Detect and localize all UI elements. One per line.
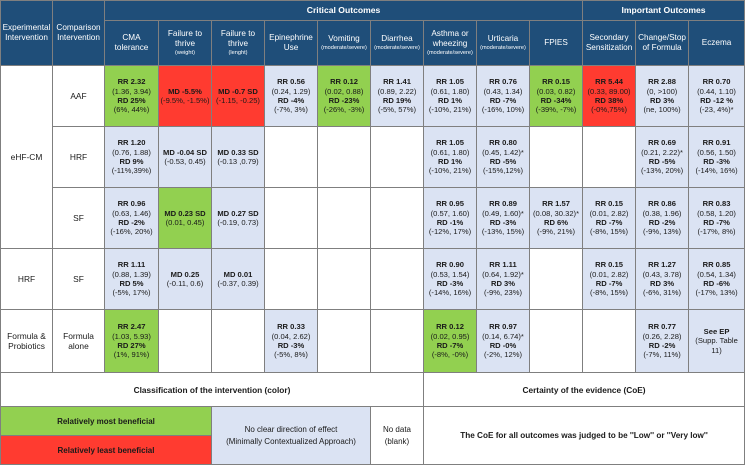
legend-least-beneficial: Relatively least beneficial: [1, 436, 212, 465]
confidence-interval: (1.03, 5.93): [112, 331, 151, 341]
outcome-header: [371, 21, 424, 66]
risk-difference: RD -12 %: [700, 96, 733, 105]
effect-estimate: RR 1.05: [436, 77, 464, 87]
confidence-interval: (0.57, 1.60): [430, 208, 470, 218]
effect-estimate: MD -5.5%: [168, 86, 202, 96]
legend-row: [1, 407, 745, 436]
effect-estimate: MD 0.33 SD: [217, 147, 259, 157]
outcome-name: Diarrhea: [381, 34, 413, 44]
effect-cell: [212, 188, 265, 249]
confidence-interval: (0.88, 1.39): [112, 269, 151, 279]
outcome-name: Asthma or wheezing: [431, 29, 469, 49]
effect-estimate: RR 0.89: [489, 199, 517, 209]
risk-difference: RD 27%: [117, 341, 146, 350]
risk-difference: RD 1%: [437, 96, 463, 105]
risk-difference-interval: (-5%, 17%): [112, 288, 151, 298]
risk-difference-interval: (-10%, 21%): [428, 166, 472, 176]
experimental-intervention-header: Experimental Intervention: [1, 1, 53, 66]
risk-difference-interval: (-6%, 31%): [643, 288, 682, 298]
effect-estimate: RR 0.70: [702, 77, 731, 87]
effect-cell: [371, 127, 424, 188]
effect-estimate: RR 0.85: [702, 260, 731, 270]
risk-difference-interval: (-2%, 12%): [484, 350, 522, 360]
risk-difference: RD -2%: [118, 218, 145, 227]
comparison-intervention-label: HRF: [53, 127, 105, 188]
effect-estimate: RR 1.41: [383, 77, 411, 87]
effect-estimate: RR 1.05: [436, 138, 464, 148]
effect-cell: [105, 249, 159, 310]
confidence-interval: (0.24, 1.29): [271, 86, 311, 96]
confidence-interval: (0.01, 0.45): [165, 218, 205, 227]
effect-cell: [689, 249, 745, 310]
confidence-interval: (0.49, 1.60)*: [482, 208, 524, 218]
effect-cell: [265, 127, 318, 188]
effect-cell: [371, 66, 424, 127]
outcome-note: (moderate/severe): [427, 49, 473, 56]
risk-difference-interval: (-17%, 8%): [697, 227, 736, 237]
effect-cell: [159, 310, 212, 373]
risk-difference-interval: (-10%, 21%): [428, 105, 472, 115]
effect-cell: [424, 127, 477, 188]
risk-difference-interval: (-26%, -3%): [323, 105, 365, 115]
comparison-intervention-label: SF: [53, 188, 105, 249]
risk-difference-interval: (-14%, 16%): [428, 288, 472, 298]
experimental-intervention-label: HRF: [1, 249, 53, 310]
effect-estimate: RR 0.76: [489, 77, 517, 87]
experimental-intervention-label: Formula & Probiotics: [1, 310, 53, 373]
legend-title-row: [1, 373, 745, 407]
risk-difference-interval: (ne, 100%): [643, 105, 681, 115]
important-outcomes-header: Important Outcomes: [583, 1, 745, 21]
effect-cell: [159, 188, 212, 249]
risk-difference: RD -5%: [648, 157, 676, 166]
confidence-interval: (1.36, 3.94): [112, 86, 151, 96]
risk-difference: RD -7%: [595, 279, 623, 288]
classification-title: Classification of the intervention (color): [1, 373, 424, 407]
confidence-interval: (0.56, 1.50): [697, 147, 736, 157]
risk-difference: RD 38%: [594, 96, 624, 105]
effect-cell: [265, 310, 318, 373]
effect-estimate: RR 0.96: [117, 199, 146, 209]
confidence-interval: (0.01, 2.82): [589, 269, 629, 279]
confidence-interval: (0.38, 1.96): [642, 208, 682, 218]
effect-estimate: RR 0.15: [595, 199, 623, 209]
effect-cell: [265, 66, 318, 127]
effect-cell: [636, 66, 689, 127]
critical-outcomes-header: Critical Outcomes: [105, 1, 583, 21]
outcome-header: [159, 21, 212, 66]
risk-difference-interval: (-9%, 21%): [537, 227, 576, 237]
risk-difference: RD 1%: [437, 157, 463, 166]
effect-cell: [105, 188, 159, 249]
risk-difference: RD 25%: [117, 96, 146, 105]
confidence-interval: (0.44, 1.10): [697, 86, 736, 96]
risk-difference: RD -3%: [489, 218, 517, 227]
certainty-title: Certainty of the evidence (CoE): [424, 373, 745, 407]
effect-cell: [105, 66, 159, 127]
effect-cell: [477, 66, 530, 127]
outcome-name: Change/Stop of Formula: [638, 33, 686, 52]
effect-estimate: RR 5.44: [595, 77, 623, 87]
effect-cell: [212, 127, 265, 188]
effect-cell: [212, 66, 265, 127]
risk-difference: RD -0%: [489, 341, 517, 350]
effect-cell: [530, 310, 583, 373]
risk-difference: RD 3%: [650, 96, 675, 105]
confidence-interval: (0.04, 2.62): [271, 331, 311, 341]
effect-cell: [583, 127, 636, 188]
confidence-interval: (-0.11, 0.6): [166, 279, 204, 288]
effect-cell: [477, 249, 530, 310]
effect-cell: [159, 127, 212, 188]
confidence-interval: (0, >100): [646, 86, 678, 96]
risk-difference-interval: (-15%,12%): [482, 166, 524, 176]
outcome-name: Secondary Sensitization: [585, 33, 633, 52]
effect-estimate: RR 0.12: [330, 77, 358, 87]
risk-difference-interval: (-23, 4%)*: [699, 105, 734, 115]
risk-difference: RD -34%: [540, 96, 572, 105]
effect-cell: [424, 188, 477, 249]
legend-no-clear-direction-label: No clear direction of effect: [244, 425, 338, 435]
outcome-header: [318, 21, 371, 66]
effect-estimate: RR 2.88: [648, 77, 676, 87]
outcome-header: [636, 21, 689, 66]
comparison-intervention-label: Formula alone: [53, 310, 105, 373]
outcome-name: Epinephrine Use: [269, 33, 313, 52]
risk-difference: RD 19%: [382, 96, 412, 105]
confidence-interval: (0.89, 2.22): [377, 86, 417, 96]
effect-estimate: MD 0.27 SD: [217, 208, 259, 218]
outcome-header: [583, 21, 636, 66]
effect-cell: [159, 66, 212, 127]
effect-cell: [689, 188, 745, 249]
effect-estimate: MD -0.04 SD: [163, 147, 207, 157]
effect-estimate: RR 0.95: [436, 199, 464, 209]
effect-estimate: RR 0.86: [648, 199, 676, 209]
effect-cell: [318, 66, 371, 127]
risk-difference: RD 9%: [119, 157, 144, 166]
effect-cell: [477, 188, 530, 249]
risk-difference-interval: (-9%, 23%): [484, 288, 522, 298]
confidence-interval: (0.76, 1.88): [112, 147, 151, 157]
risk-difference-interval: (-16%, 10%): [481, 105, 525, 115]
risk-difference-interval: (-0%,75%): [591, 105, 627, 115]
risk-difference: RD 5%: [119, 279, 144, 288]
effect-estimate: RR 0.56: [277, 77, 305, 87]
effect-cell: [371, 249, 424, 310]
risk-difference: RD 3%: [490, 279, 516, 288]
confidence-interval: (-0.53, 0.45): [164, 157, 206, 166]
risk-difference: RD -3%: [703, 157, 730, 166]
outcome-header: [689, 21, 745, 66]
effect-cell: [105, 310, 159, 373]
risk-difference-interval: (-7%, 3%): [274, 105, 308, 115]
outcome-header: [530, 21, 583, 66]
effect-estimate: RR 1.20: [117, 138, 146, 148]
risk-difference: RD -4%: [277, 96, 305, 105]
risk-difference-interval: (-12%, 17%): [428, 227, 472, 237]
table-row: [1, 249, 745, 310]
confidence-interval: (0.53, 1.54): [430, 269, 470, 279]
effect-cell: [530, 188, 583, 249]
confidence-interval: (0.45, 1.42)*: [482, 147, 524, 157]
outcome-name: Failure to thrive: [167, 29, 203, 49]
effect-cell: [636, 249, 689, 310]
confidence-interval: (0.33, 89.00): [587, 86, 631, 96]
effect-estimate: MD -0.7 SD: [218, 86, 258, 96]
legend-most-beneficial: Relatively most beneficial: [1, 407, 212, 436]
effect-estimate: RR 0.12: [436, 322, 464, 332]
risk-difference-interval: (-14%, 16%): [695, 166, 738, 176]
effect-estimate: MD 0.25: [170, 269, 200, 279]
effect-cell: [477, 310, 530, 373]
legend-no-data-label: No data: [382, 425, 412, 435]
risk-difference-interval: (-7%, 11%): [643, 350, 681, 360]
confidence-interval: (-9.5%, -1.5%): [160, 96, 210, 105]
effect-cell: [318, 249, 371, 310]
risk-difference: RD -6%: [703, 279, 730, 288]
effect-cell: [583, 188, 636, 249]
risk-difference-interval: (-17%, 13%): [695, 288, 738, 298]
risk-difference: RD -2%: [648, 218, 676, 227]
outcome-header: [424, 21, 477, 66]
risk-difference: RD -1%: [436, 218, 464, 227]
effect-cell: [636, 188, 689, 249]
outcome-note: (lenght): [228, 49, 248, 56]
outcome-header: [212, 21, 265, 66]
risk-difference: RD 6%: [543, 218, 569, 227]
effect-cell: [105, 127, 159, 188]
effect-cell: [689, 127, 745, 188]
effect-cell: [477, 127, 530, 188]
risk-difference: RD -7%: [489, 96, 517, 105]
effect-cell: [159, 249, 212, 310]
confidence-interval: (0.02, 0.95): [430, 331, 470, 341]
outcome-name: Failure to thrive: [220, 29, 256, 49]
outcome-header: [477, 21, 530, 66]
risk-difference-interval: (-11%,39%): [111, 166, 152, 176]
risk-difference-interval: (-39%, -7%): [535, 105, 577, 115]
effect-estimate: RR 0.90: [436, 260, 464, 270]
effect-cell: [583, 249, 636, 310]
effect-cell: [212, 310, 265, 373]
risk-difference: RD -5%: [489, 157, 517, 166]
legend-no-clear-direction: [212, 407, 371, 465]
effect-estimate: RR 0.15: [595, 260, 623, 270]
effect-cell: [530, 66, 583, 127]
risk-difference-interval: (-5%, 8%): [274, 350, 308, 360]
risk-difference-interval: (-16%, 20%): [110, 227, 153, 237]
risk-difference: RD 3%: [650, 279, 675, 288]
confidence-interval: (0.54, 1.34): [697, 269, 736, 279]
effect-estimate: RR 0.77: [648, 322, 676, 332]
confidence-interval: (0.08, 30.32)*: [533, 208, 580, 218]
risk-difference: RD -23%: [328, 96, 360, 105]
confidence-interval: (0.03, 0.82): [536, 86, 576, 96]
effect-estimate: RR 0.33: [277, 322, 305, 332]
effect-cell: [371, 188, 424, 249]
risk-difference: RD -7%: [436, 341, 464, 350]
confidence-interval: (0.43, 3.78): [642, 269, 682, 279]
table-row: [1, 127, 745, 188]
effect-estimate: RR 0.83: [702, 199, 731, 209]
effect-estimate: MD 0.23 SD: [164, 208, 206, 218]
effect-cell: [424, 310, 477, 373]
confidence-interval: (Supp. Table 11): [695, 336, 738, 355]
outcome-name: FPIES: [544, 38, 568, 48]
risk-difference-interval: (-8%, 15%): [590, 288, 629, 298]
comparison-intervention-header: Comparison Intervention: [53, 1, 105, 66]
effect-estimate: RR 0.80: [489, 138, 517, 148]
outcome-note: (moderate/severe): [321, 45, 367, 52]
coe-statement: The CoE for all outcomes was judged to be ''Low'' or ''Very low'': [424, 407, 745, 465]
risk-difference-interval: (-13%, 20%): [640, 166, 684, 176]
legend-no-data-note: (blank): [384, 436, 410, 446]
effect-cell: [265, 249, 318, 310]
risk-difference-interval: (6%, 44%): [113, 105, 150, 115]
legend-no-data: [371, 407, 424, 465]
effect-cell: [530, 127, 583, 188]
effect-estimate: RR 2.47: [117, 322, 146, 332]
confidence-interval: (0.61, 1.80): [430, 86, 470, 96]
confidence-interval: (0.21, 2.22)*: [641, 147, 683, 157]
effect-cell: [212, 249, 265, 310]
risk-difference: RD -7%: [703, 218, 730, 227]
effect-estimate: MD 0.01: [223, 269, 253, 279]
effect-cell: [636, 127, 689, 188]
confidence-interval: (0.61, 1.80): [430, 147, 470, 157]
effect-cell: [583, 66, 636, 127]
effect-estimate: RR 0.97: [489, 322, 517, 332]
outcome-header: [105, 21, 159, 66]
confidence-interval: (-1.15, -0.25): [216, 96, 260, 105]
effect-cell: [424, 66, 477, 127]
outcome-note: (weight): [175, 49, 195, 56]
effect-estimate: RR 1.11: [117, 260, 146, 270]
effect-cell: [424, 249, 477, 310]
effect-cell: [265, 188, 318, 249]
effect-cell: [636, 310, 689, 373]
confidence-interval: (0.01, 2.82): [589, 208, 629, 218]
risk-difference: RD -3%: [436, 279, 464, 288]
effect-cell: [371, 310, 424, 373]
confidence-interval: (-0.37, 0.39): [217, 279, 259, 288]
table-row: [1, 310, 745, 373]
risk-difference: RD -2%: [648, 341, 676, 350]
confidence-interval: (0.43, 1.34): [483, 86, 523, 96]
effect-estimate: RR 1.11: [489, 260, 517, 270]
risk-difference-interval: (1%, 91%): [113, 350, 150, 360]
risk-difference: RD -7%: [595, 218, 623, 227]
confidence-interval: (0.64, 1.92)*: [482, 269, 524, 279]
confidence-interval: (0.63, 1.46): [112, 208, 151, 218]
confidence-interval: (-0.19, 0.73): [217, 218, 259, 227]
comparison-intervention-label: AAF: [53, 66, 105, 127]
risk-difference: RD -3%: [277, 341, 305, 350]
confidence-interval: (0.26, 2.28): [642, 331, 682, 341]
outcome-name: Vomiting: [328, 34, 360, 44]
confidence-interval: (-0.13 ,0.79): [217, 157, 259, 166]
risk-difference-interval: (-8%, -0%): [431, 350, 469, 360]
outcome-header: [265, 21, 318, 66]
outcome-note: (moderate/severe): [480, 45, 526, 52]
risk-difference-interval: (-9%, 13%): [643, 227, 682, 237]
risk-difference-interval: (-13%, 15%): [481, 227, 525, 237]
confidence-interval: (0.14, 6.74)*: [482, 331, 524, 341]
effect-estimate: RR 2.32: [117, 77, 146, 87]
effect-estimate: RR 1.27: [648, 260, 676, 270]
effect-cell: [318, 310, 371, 373]
effect-estimate: See EP: [703, 326, 730, 336]
risk-difference-interval: (-8%, 15%): [590, 227, 629, 237]
effect-cell: [318, 127, 371, 188]
comparison-intervention-label: SF: [53, 249, 105, 310]
confidence-interval: (0.02, 0.88): [324, 86, 364, 96]
effect-cell: [530, 249, 583, 310]
outcome-name: CMA tolerance: [114, 33, 149, 52]
confidence-interval: (0.58, 1.20): [697, 208, 736, 218]
effect-estimate: RR 0.69: [648, 138, 676, 148]
effect-estimate: RR 0.15: [542, 77, 570, 87]
effect-estimate: RR 1.57: [542, 199, 570, 209]
effect-cell: [689, 66, 745, 127]
legend-no-clear-direction-note: (Minimally Contextualized Approach): [226, 436, 356, 446]
effect-cell: [318, 188, 371, 249]
effect-cell: [689, 310, 745, 373]
experimental-intervention-label: eHF-CM: [1, 66, 53, 249]
effect-estimate: RR 0.91: [702, 138, 731, 148]
outcome-note: (moderate/severe): [374, 45, 420, 52]
risk-difference-interval: (-5%, 57%): [378, 105, 416, 115]
outcome-name: Urticaria: [487, 34, 519, 44]
outcome-name: Eczema: [701, 38, 732, 48]
table-row: [1, 188, 745, 249]
table-row: [1, 66, 745, 127]
effect-cell: [583, 310, 636, 373]
